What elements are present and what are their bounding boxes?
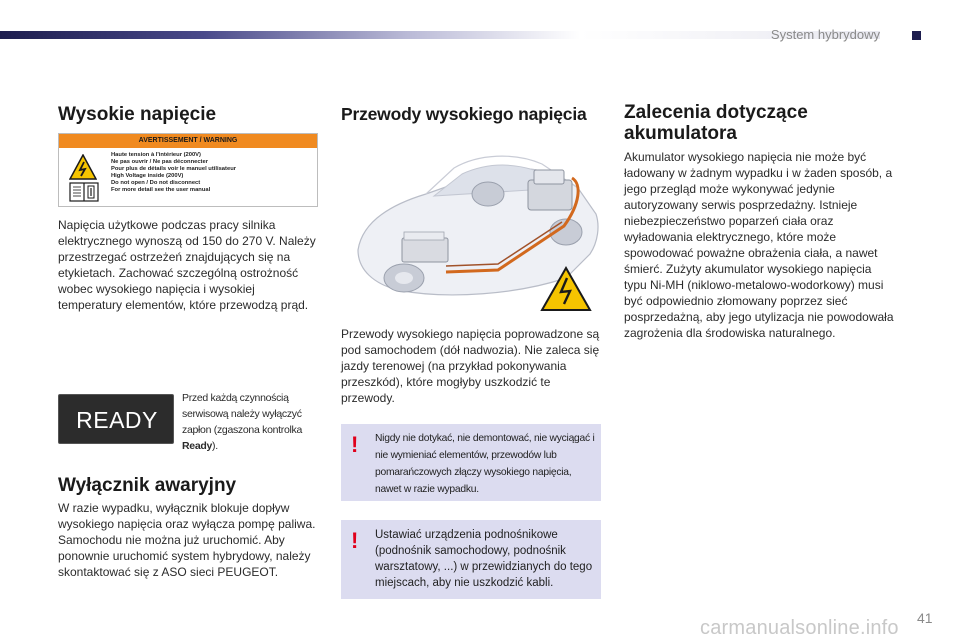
battery-recommendations-heading: Zalecenia dotyczące akumulatora: [624, 102, 808, 144]
exclamation-icon: !: [351, 528, 359, 553]
ready-note: [182, 390, 322, 454]
warning-line: High Voltage inside (200V): [111, 173, 184, 179]
notice-text: Ustawiać urządzenia podnośnikowe (podnośnik samochodowy, podnośnik warsztatowy, ...) w przewidzianych do tego miejscach, aby nie uszkodzić kabli.: [375, 529, 593, 589]
exclamation-icon: !: [351, 432, 359, 457]
watermark: carmanualsonline.info: [700, 617, 899, 639]
emergency-switch-paragraph: W razie wypadku, wyłącznik blokuje dopływ wysokiego napięcia oraz wyłącza pompę paliwa. Samochodu nie można już uruchomić. Aby ponownie uruchomić system hybrydowy, należy skontaktować się z ASO sieci PEUGEOT.: [58, 501, 316, 579]
warning-line: For more detail see the user manual: [111, 187, 211, 193]
battery-paragraph: Akumulator wysokiego napięcia nie może być ładowany w żadnym wypadku i w żaden sposób, a jego przegląd może wykonywać jedynie autoryzowany serwis posprzedażny. Istnieje niebezpieczeństwo poparzeń ciała oraz wyładowania elektrycznego, które może spowodować poważne obrażenia ciała, a nawet śmierć. Zużyty akumulator wysokiego napięcia typu Ni-MH (niklowo-metalowo-wodorkowy) musi być odpowiednio złomowany poprzez sieć posprzedażną, aby jego utylizacja nie powodowała zagrożenia dla środowiska naturalnego.: [624, 150, 894, 340]
ready-note-end: ).: [212, 440, 218, 452]
high-voltage-heading: Wysokie napięcie: [58, 104, 217, 125]
warning-line: Haute tension à l'intérieur (200V): [111, 152, 201, 158]
warning-label-text: [111, 152, 236, 194]
warning-line: Ne pas ouvrir / Ne pas déconnecter: [111, 159, 208, 165]
warning-label-image: [58, 133, 318, 207]
user-manual-book-icon: [69, 182, 99, 202]
notice-text: Nigdy nie dotykać, nie demontować, nie wyciągać i nie wymieniać elementów, przewodów lub pomarańczowych złączy wysokiego napięcia, nawet w razie wypadku.: [375, 433, 595, 495]
warning-label-header: AVERTISSEMENT / WARNING: [59, 134, 317, 148]
notice-do-not-touch: [341, 424, 601, 501]
page-number: 41: [917, 610, 933, 626]
notice-lifting-points: [341, 520, 601, 599]
warning-line: Do not open / Do not disconnect: [111, 180, 201, 186]
warning-line: Pour plus de détails voir le manuel utilisateur: [111, 166, 236, 172]
ready-note-text: Przed każdą czynnością serwisową należy wyłączyć zapłon (zgaszona kontrolka: [182, 392, 303, 436]
high-voltage-paragraph: Napięcia użytkowe podczas pracy silnika elektrycznego wynoszą od 150 do 270 V. Należy przestrzegać ostrzeżeń znajdujących się na etykietach. Zachować szczególną ostrożność wobec wysokiego napięcia i wysokiej temperatury elementów, które przewodzą prąd.: [58, 218, 316, 312]
high-voltage-cables-heading: Przewody wysokiego napięcia: [341, 104, 587, 124]
ready-indicator-display: [58, 394, 174, 444]
ready-note-bold: Ready: [182, 440, 213, 452]
high-voltage-triangle-icon: [69, 154, 97, 180]
emergency-switch-heading: Wyłącznik awaryjny: [58, 475, 237, 496]
section-title: System hybrydowy: [770, 27, 880, 42]
hybrid-car-illustration: [338, 132, 604, 312]
header-gradient-bar: [0, 31, 580, 39]
cables-paragraph: Przewody wysokiego napięcia poprowadzone są pod samochodem (dół nadwozia). Nie zaleca się jazdy terenowej (na przykład pokonywania przeszkód), które mogłyby uszkodzić te przewody.: [341, 327, 600, 405]
ready-indicator-text: READY: [76, 407, 158, 433]
header-square-marker: [912, 31, 921, 40]
